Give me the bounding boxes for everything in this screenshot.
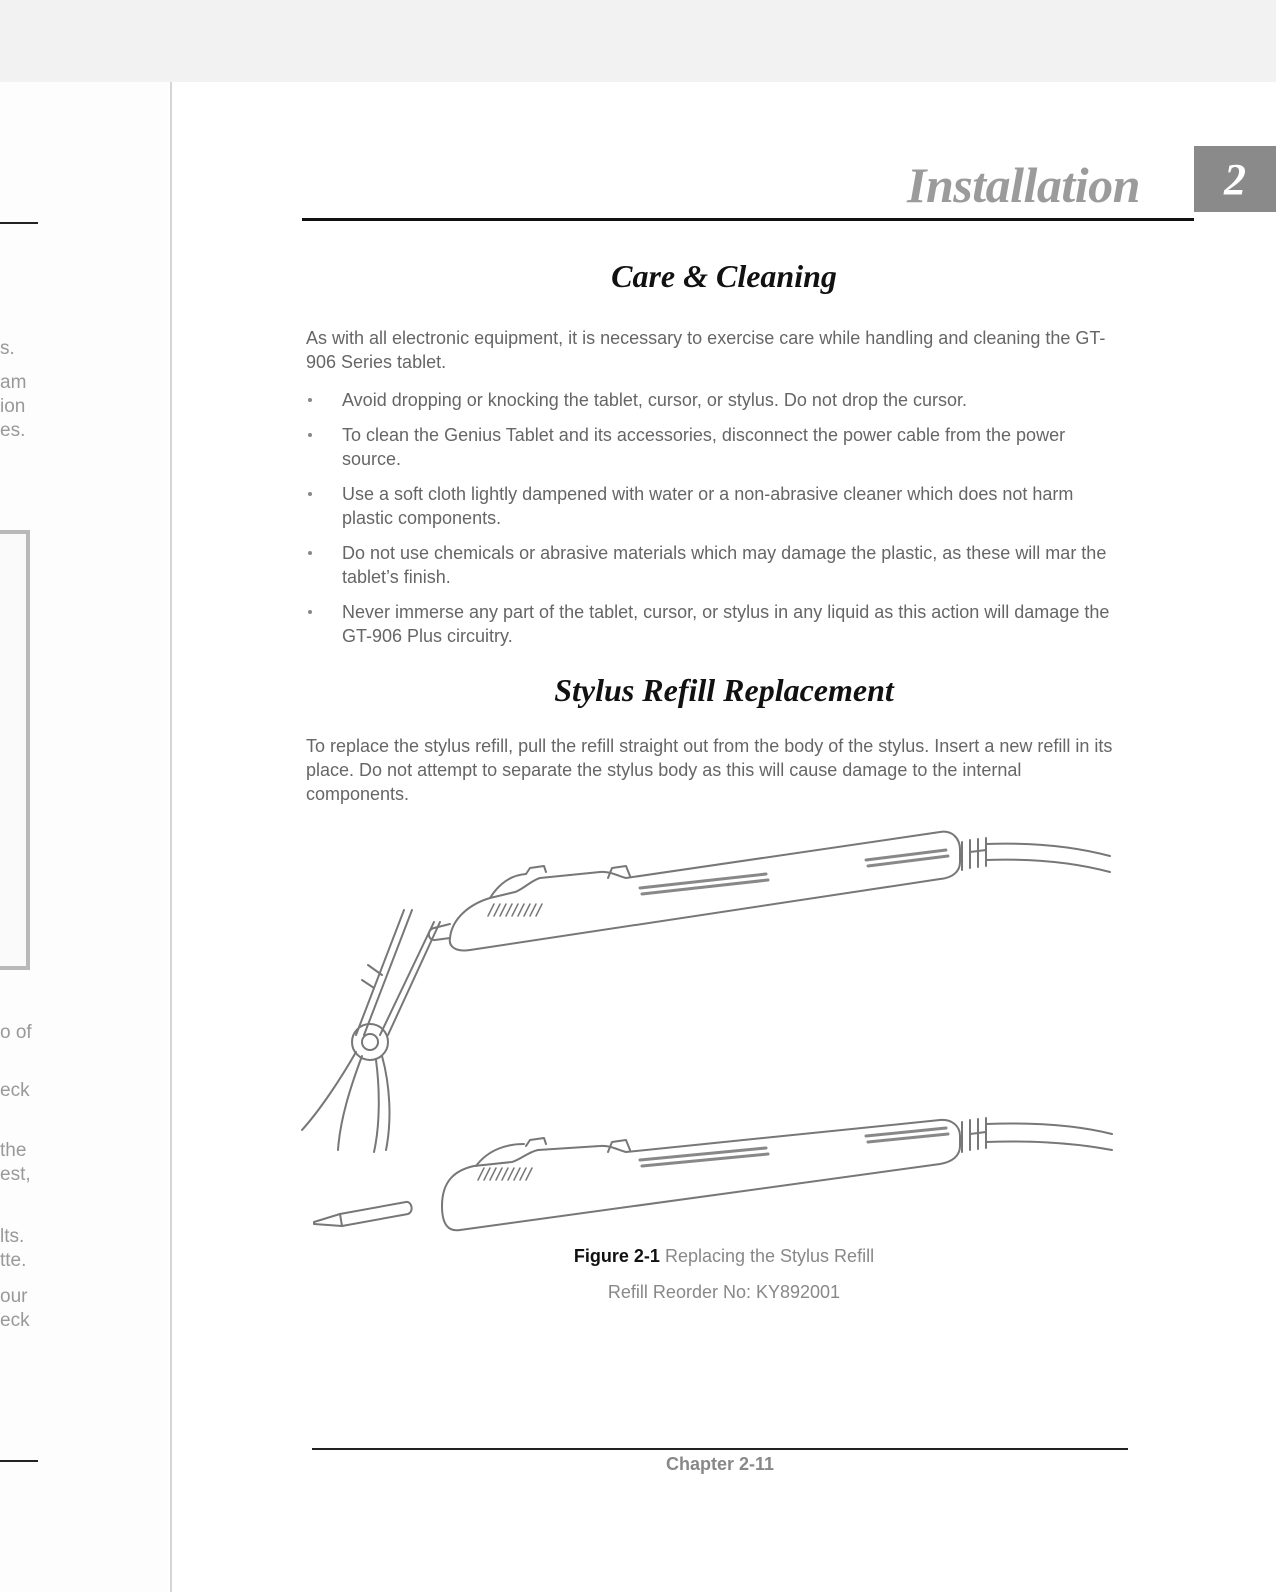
bullet-dot — [308, 551, 312, 555]
left-page-fragment: eck — [0, 1310, 30, 1331]
bullet-text: Use a soft cloth lightly dampened with water or a non-abrasive cleaner which does not harm plastic components. — [342, 484, 1074, 528]
bullet-dot — [308, 492, 312, 496]
manual-page — [172, 82, 1276, 1592]
stylus-refill-icon — [314, 1202, 412, 1226]
left-page-fragment: the — [0, 1140, 27, 1161]
stylus-body-without-refill — [442, 1118, 1112, 1230]
stylus-refill-heading: Stylus Refill Replacement — [554, 672, 894, 708]
left-page-fragment: est, — [0, 1164, 31, 1185]
needle-nose-pliers-icon — [302, 910, 440, 1152]
bullet-text: To clean the Genius Tablet and its accessories, disconnect the power cable from the power source. — [342, 425, 1066, 469]
bullet-item — [306, 541, 1126, 589]
left-page-fragment: am — [0, 372, 27, 393]
left-page-rule-top — [0, 222, 38, 224]
care-cleaning-heading: Care & Cleaning — [611, 258, 837, 294]
left-page-fragment: s. — [0, 338, 15, 359]
left-page-rule-bottom — [0, 1460, 38, 1462]
left-page-fragment: eck — [0, 1080, 30, 1101]
chapter-number-tab — [1194, 146, 1276, 212]
grip-hatching — [478, 1168, 532, 1180]
bullet-item — [306, 423, 1126, 471]
figure-caption-text: Replacing the Stylus Refill — [664, 1246, 875, 1266]
refill-reorder-number: Refill Reorder No: KY892001 — [607, 1282, 841, 1302]
stylus-with-refill — [429, 832, 1110, 951]
bullet-item — [306, 600, 1126, 648]
chapter-title: Installation — [907, 157, 1140, 213]
care-intro-paragraph: As with all electronic equipment, it is necessary to exercise care while handling and cleaning the GT-906 Series tablet. — [306, 328, 1106, 372]
bullet-dot — [308, 398, 312, 402]
footer-rule — [312, 1448, 1128, 1450]
bullet-text: Never immerse any part of the tablet, cursor, or stylus in any liquid as this action will damage the GT-906 Plus circuitry. — [342, 602, 1110, 646]
chapter-number: 2 — [1224, 154, 1246, 204]
bullet-dot — [308, 433, 312, 437]
figure-label: Figure 2-1 — [573, 1246, 660, 1266]
left-page-framed-box — [0, 530, 30, 970]
figure-caption — [172, 1246, 1276, 1267]
left-facing-page — [0, 82, 172, 1592]
left-page-fragment: our — [0, 1286, 28, 1307]
bullet-text: Avoid dropping or knocking the tablet, cursor, or stylus. Do not drop the cursor. — [342, 390, 968, 410]
bullet-dot — [308, 610, 312, 614]
left-page-fragment: o of — [0, 1022, 32, 1043]
bullet-item — [306, 388, 1126, 412]
left-page-fragment: lts. — [0, 1226, 25, 1247]
header-rule — [302, 218, 1194, 221]
grip-hatching — [488, 904, 542, 916]
left-page-fragment: tte. — [0, 1250, 27, 1271]
bullet-item — [306, 482, 1126, 530]
care-bullet-list — [306, 388, 1126, 659]
page-number: Chapter 2-11 — [665, 1454, 775, 1474]
stylus-refill-illustration — [300, 830, 1120, 1240]
left-page-fragment: es. — [0, 420, 26, 441]
bullet-text: Do not use chemicals or abrasive materials which may damage the plastic, as these will mar the tablet’s finish. — [342, 543, 1107, 587]
stylus-refill-paragraph: To replace the stylus refill, pull the refill straight out from the body of the stylus. Insert a new refill in its place. Do not attempt to separate the stylus body as this will cause damage to the internal components. — [306, 736, 1113, 804]
left-page-fragment: ion — [0, 396, 26, 417]
